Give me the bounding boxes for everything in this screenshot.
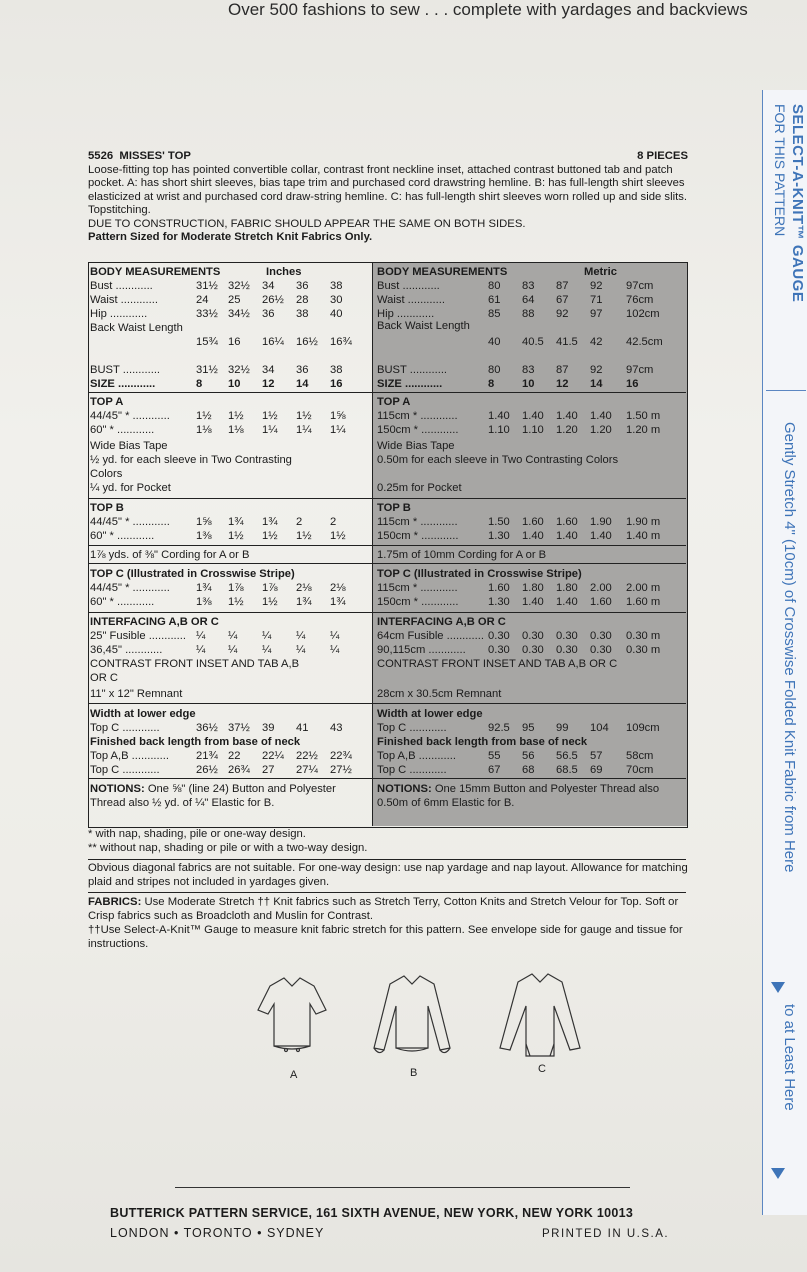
table-row-line <box>88 612 686 613</box>
row-label: 0.25m for Pocket <box>377 482 462 494</box>
row-value: 88 <box>522 308 535 320</box>
row-value: 27 <box>262 764 275 776</box>
row-value: 1.40 <box>590 410 612 422</box>
row-value: 0.30 m <box>626 644 661 656</box>
row-value: 1.60 <box>556 516 578 528</box>
row-value: ¼ <box>296 644 306 656</box>
note-diagonal: Obvious diagonal fabrics are not suitable. For one-way design: use nap yardage and nap layout. Allowance for matching plaid and stripes not included in yardages given. <box>88 862 688 888</box>
row-value: 1.60 <box>590 596 612 608</box>
row-value: 26½ <box>196 764 218 776</box>
row-value: 36 <box>262 308 275 320</box>
row-label: 1.75m of 10mm Cording for A or B <box>377 549 547 561</box>
row-value: 92 <box>590 280 603 292</box>
row-value: 83 <box>522 364 535 376</box>
sketch-view-c <box>500 974 580 1056</box>
row-label: 25" Fusible ............ <box>90 630 186 642</box>
notes-divider <box>88 892 686 893</box>
row-value: 1¾ <box>262 516 278 528</box>
row-label: 150cm * ............ <box>377 596 459 608</box>
row-value: 2 <box>296 516 303 528</box>
row-value: 80 <box>488 364 501 376</box>
row-value: 1¾ <box>196 582 212 594</box>
row-value: 67 <box>556 294 569 306</box>
row-value: 16¼ <box>262 336 284 348</box>
section-title: TOP C (Illustrated in Crosswise Stripe) <box>90 568 295 580</box>
row-value: 1.60 <box>522 516 544 528</box>
row-value: 0.30 <box>556 630 578 642</box>
row-value: 1⅜ <box>196 596 212 608</box>
row-value: 28 <box>296 294 309 306</box>
section-title: Finished back length from base of neck <box>377 736 588 748</box>
table-row-line <box>88 545 686 546</box>
row-value: 16 <box>228 336 241 348</box>
row-value: 42.5cm <box>626 336 663 348</box>
row-value: 0.30 m <box>626 630 661 642</box>
section-title: TOP C (Illustrated in Crosswise Stripe) <box>377 568 582 580</box>
row-value: 37½ <box>228 722 250 734</box>
unit-label: Inches <box>266 266 302 278</box>
row-value: 16 <box>330 378 343 390</box>
row-value: 27¼ <box>296 764 318 776</box>
row-value: 26½ <box>262 294 284 306</box>
row-value: 1.40 m <box>626 530 661 542</box>
row-value: 1.20 m <box>626 424 661 436</box>
note-no-nap: ** without nap, shading or pile or with a two-way design. <box>88 842 368 854</box>
row-value: 97 <box>590 308 603 320</box>
row-value: 1⅛ <box>196 424 212 436</box>
row-label: CONTRAST FRONT INSET AND TAB A,B <box>90 658 300 670</box>
row-value: 1¾ <box>296 596 312 608</box>
row-value: 21¾ <box>196 750 218 762</box>
pieces-count: 8 PIECES <box>637 150 688 162</box>
row-label: 0.50m for each sleeve in Two Contrasting Colors <box>377 454 619 466</box>
row-label: 115cm * ............ <box>377 410 458 422</box>
row-value: 38 <box>296 308 309 320</box>
view-sketches <box>240 968 590 1088</box>
section-title: BODY MEASUREMENTS <box>377 266 508 278</box>
row-value: 0.30 <box>556 644 578 656</box>
row-value: 1⅝ <box>196 516 212 528</box>
section-title: INTERFACING A,B OR C <box>377 616 506 628</box>
row-value: 1.40 <box>556 596 578 608</box>
row-value: 57 <box>590 750 603 762</box>
row-value: 1.60 m <box>626 596 661 608</box>
row-value: ¼ <box>330 644 340 656</box>
footer-rule <box>175 1187 630 1188</box>
row-value: 97cm <box>626 364 654 376</box>
row-value: 32½ <box>228 364 250 376</box>
row-label: Top C ............ <box>90 764 160 776</box>
row-value: 1½ <box>262 596 278 608</box>
gauge-instruction-2: to at Least Here <box>781 1004 798 1111</box>
sized-note: Pattern Sized for Moderate Stretch Knit Fabrics Only. <box>88 231 373 243</box>
pattern-description <box>88 150 688 245</box>
pattern-desc: Loose-fitting top has pointed convertible collar, contrast front neckline inset, attached contrast buttoned tab and patch pocket. A: has short shirt sleeves, bias tape trim and purchased cord drawstring hemline. B: has full-length shirt sleeves elasticized at wrist and purchased cord draw-string hemline. C: has full-length shirt sleeves worn rolled up and side slits. Topstitching. <box>88 163 688 216</box>
row-value: 0.30 <box>522 644 544 656</box>
row-value: 2.00 <box>590 582 612 594</box>
row-value: 16¾ <box>330 336 352 348</box>
row-label: BUST ............ <box>90 364 161 376</box>
row-value: 97cm <box>626 280 654 292</box>
notions-label: NOTIONS: <box>377 783 432 795</box>
row-label: SIZE ............ <box>377 378 443 390</box>
row-value: 1½ <box>330 530 346 542</box>
row-value: 61 <box>488 294 501 306</box>
row-label: 90,115cm ............ <box>377 644 466 656</box>
row-label: CONTRAST FRONT INSET AND TAB A,B OR C <box>377 658 618 670</box>
row-value: ¼ <box>262 630 272 642</box>
row-value: 55 <box>488 750 501 762</box>
row-label: Top C ............ <box>90 722 160 734</box>
row-label: Wide Bias Tape <box>377 440 455 452</box>
note-fabrics <box>88 896 688 923</box>
row-value: 0.30 <box>590 644 612 656</box>
row-value: 76cm <box>626 294 654 306</box>
row-label: Waist ............ <box>377 294 445 306</box>
row-label: 150cm * ............ <box>377 530 459 542</box>
row-value: 1.30 <box>488 596 510 608</box>
row-value: 10 <box>522 378 535 390</box>
row-value: 14 <box>296 378 309 390</box>
row-value: ¼ <box>330 630 340 642</box>
row-label: 1⅞ yds. of ⅜" Cording for A or B <box>90 549 250 561</box>
row-value: 56 <box>522 750 535 762</box>
printed-in: PRINTED IN U.S.A. <box>542 1228 670 1240</box>
row-value: 1½ <box>296 410 312 422</box>
row-label: Waist ............ <box>90 294 158 306</box>
row-value: 22¾ <box>330 750 352 762</box>
row-value: 0.30 <box>488 630 510 642</box>
row-value: 1.40 <box>488 410 510 422</box>
row-label: Colors <box>90 468 123 480</box>
view-label-b: B <box>410 1067 418 1079</box>
row-value: 27½ <box>330 764 352 776</box>
section-title: TOP B <box>377 502 411 514</box>
section-title: TOP A <box>377 396 411 408</box>
row-value: 14 <box>590 378 603 390</box>
row-value: 1.20 <box>590 424 612 436</box>
row-value: ¼ <box>196 644 206 656</box>
notions-inches <box>90 782 370 810</box>
row-value: 80 <box>488 280 501 292</box>
row-label: Back Waist Length <box>377 320 470 332</box>
row-label: Hip ............ <box>90 308 148 320</box>
row-value: 1¼ <box>262 424 278 436</box>
row-value: ¼ <box>296 630 306 642</box>
table-row-line <box>88 778 686 779</box>
arrow-down-icon <box>771 982 785 993</box>
row-value: 36 <box>296 280 309 292</box>
view-label-a: A <box>290 1069 298 1081</box>
row-value: 1¼ <box>330 424 346 436</box>
fabrics-text: Use Moderate Stretch †† Knit fabrics such as Stretch Terry, Cotton Knits and Stretch Velour for Top. Soft or Crisp fabrics such as Broadcloth and Muslin for Contrast. <box>88 896 679 922</box>
row-value: 1.40 <box>556 530 578 542</box>
section-title: TOP B <box>90 502 124 514</box>
row-value: 2⅛ <box>330 582 346 594</box>
row-value: 12 <box>556 378 569 390</box>
row-value: 2 <box>330 516 337 528</box>
row-value: 32½ <box>228 280 250 292</box>
row-label: 44/45" * ............ <box>90 410 170 422</box>
row-value: ¼ <box>228 644 238 656</box>
row-label: Bust ............ <box>377 280 440 292</box>
notions-text: One 15mm Button and Polyester Thread also 0.50m of 6mm Elastic for B. <box>377 783 660 809</box>
row-label: 44/45" * ............ <box>90 516 170 528</box>
row-value: 24 <box>196 294 209 306</box>
row-label: 44/45" * ............ <box>90 582 170 594</box>
row-value: 109cm <box>626 722 660 734</box>
row-value: 38 <box>330 364 343 376</box>
row-value: 99 <box>556 722 569 734</box>
section-title: INTERFACING A,B OR C <box>90 616 219 628</box>
row-value: 39 <box>262 722 275 734</box>
row-value: 1.40 <box>556 410 578 422</box>
row-label: Wide Bias Tape <box>90 440 168 452</box>
section-title: Finished back length from base of neck <box>90 736 301 748</box>
section-title: Width at lower edge <box>90 708 196 720</box>
row-value: 1½ <box>262 410 278 422</box>
row-value: 1.40 <box>590 530 612 542</box>
row-value: 26¾ <box>228 764 250 776</box>
row-label: Top C ............ <box>377 722 447 734</box>
row-value: 8 <box>196 378 203 390</box>
row-value: 12 <box>262 378 275 390</box>
gauge-brand: SELECT-A-KNIT™ GAUGE <box>789 104 806 303</box>
top-banner: Over 500 fashions to sew . . . complete with yardages and backviews <box>228 0 748 19</box>
row-value: 70cm <box>626 764 654 776</box>
row-value: 1.50 <box>488 516 510 528</box>
row-value: 40 <box>488 336 501 348</box>
row-value: 1.20 <box>556 424 578 436</box>
row-value: 15¾ <box>196 336 218 348</box>
note-nap: * with nap, shading, pile or one-way design. <box>88 828 306 840</box>
row-value: 1.30 <box>488 530 510 542</box>
row-value: 34 <box>262 364 275 376</box>
row-value: 83 <box>522 280 535 292</box>
row-value: 41.5 <box>556 336 578 348</box>
notes-divider <box>88 859 686 860</box>
row-value: 1½ <box>196 410 212 422</box>
row-value: 0.30 <box>488 644 510 656</box>
row-label: 11" x 12" Remnant <box>90 688 183 700</box>
row-label: 115cm * ............ <box>377 582 458 594</box>
row-value: 1¼ <box>296 424 312 436</box>
row-value: 1½ <box>228 596 244 608</box>
row-value: 56.5 <box>556 750 578 762</box>
row-value: 34½ <box>228 308 250 320</box>
row-value: 25 <box>228 294 241 306</box>
row-value: 1⅞ <box>262 582 278 594</box>
row-value: 71 <box>590 294 603 306</box>
row-label: 28cm x 30.5cm Remnant <box>377 688 502 700</box>
row-value: 67 <box>488 764 501 776</box>
table-divider <box>372 262 373 826</box>
row-value: 64 <box>522 294 535 306</box>
row-value: 1.60 <box>488 582 510 594</box>
row-value: 31½ <box>196 280 218 292</box>
row-label: 60" * ............ <box>90 596 155 608</box>
row-value: 1.40 <box>522 530 544 542</box>
row-value: 1.40 <box>522 410 544 422</box>
row-value: 0.30 <box>522 630 544 642</box>
row-value: 31½ <box>196 364 218 376</box>
row-value: 1¾ <box>228 516 244 528</box>
unit-label: Metric <box>584 266 617 278</box>
table-row-line <box>88 563 686 564</box>
row-value: 104 <box>590 722 609 734</box>
row-value: 68.5 <box>556 764 578 776</box>
table-row-line <box>88 392 686 393</box>
row-value: 22½ <box>296 750 318 762</box>
row-value: 36½ <box>196 722 218 734</box>
row-value: 1½ <box>262 530 278 542</box>
row-value: 16½ <box>296 336 318 348</box>
row-value: 1⅛ <box>228 424 244 436</box>
row-label: Top A,B ............ <box>90 750 169 762</box>
view-label-c: C <box>538 1063 546 1075</box>
pattern-title: MISSES' TOP <box>119 150 191 162</box>
row-value: 38 <box>330 280 343 292</box>
row-value: 1.90 <box>590 516 612 528</box>
row-value: 85 <box>488 308 501 320</box>
row-value: 1.10 <box>488 424 510 436</box>
row-label: SIZE ............ <box>90 378 156 390</box>
row-value: 1½ <box>228 530 244 542</box>
row-value: 92.5 <box>488 722 510 734</box>
row-value: 1.50 m <box>626 410 661 422</box>
row-value: 68 <box>522 764 535 776</box>
row-value: 43 <box>330 722 343 734</box>
row-value: 2.00 m <box>626 582 661 594</box>
section-title: BODY MEASUREMENTS <box>90 266 221 278</box>
row-value: 16 <box>626 378 639 390</box>
row-value: 33½ <box>196 308 218 320</box>
row-label: ¼ yd. for Pocket <box>90 482 171 494</box>
row-label: Top A,B ............ <box>377 750 456 762</box>
row-value: 2⅛ <box>296 582 312 594</box>
row-value: 30 <box>330 294 343 306</box>
row-value: 1½ <box>296 530 312 542</box>
notions-metric <box>377 782 682 810</box>
row-value: 69 <box>590 764 603 776</box>
table-row-line <box>88 498 686 499</box>
row-value: 1.80 <box>522 582 544 594</box>
row-value: 1.40 <box>522 596 544 608</box>
footer-address: BUTTERICK PATTERN SERVICE, 161 SIXTH AVENUE, NEW YORK, NEW YORK 10013 <box>110 1206 634 1220</box>
row-label: Back Waist Length <box>90 322 183 334</box>
row-label: Bust ............ <box>90 280 153 292</box>
row-value: 92 <box>556 308 569 320</box>
row-value: 1.10 <box>522 424 544 436</box>
sketch-view-b <box>374 976 450 1053</box>
fabrics-label: FABRICS: <box>88 896 142 908</box>
pattern-number: 5526 <box>88 150 114 162</box>
row-label: 36,45" ............ <box>90 644 163 656</box>
row-label: 64cm Fusible ............ <box>377 630 484 642</box>
row-label: 115cm * ............ <box>377 516 458 528</box>
row-value: 92 <box>590 364 603 376</box>
row-value: 87 <box>556 280 569 292</box>
row-value: 8 <box>488 378 495 390</box>
row-value: 58cm <box>626 750 654 762</box>
row-value: 1½ <box>228 410 244 422</box>
row-value: 22 <box>228 750 241 762</box>
gauge-brand-sub: FOR THIS PATTERN <box>772 104 788 237</box>
notions-label: NOTIONS: <box>90 783 145 795</box>
row-value: 1⅜ <box>196 530 212 542</box>
section-title: TOP A <box>90 396 124 408</box>
footer-cities: LONDON • TORONTO • SYDNEY <box>110 1226 325 1240</box>
row-value: 42 <box>590 336 603 348</box>
row-value: 41 <box>296 722 309 734</box>
row-value: 40 <box>330 308 343 320</box>
row-value: 10 <box>228 378 241 390</box>
table-row-line <box>88 703 686 704</box>
row-value: 1¾ <box>330 596 346 608</box>
row-label: Hip ............ <box>377 308 435 320</box>
row-value: 0.30 <box>590 630 612 642</box>
notions-text: One ⅝" (line 24) Button and Polyester Thread also ½ yd. of ¼" Elastic for B. <box>90 783 336 809</box>
arrow-down-icon <box>771 1168 785 1179</box>
row-label: BUST ............ <box>377 364 448 376</box>
row-value: ¼ <box>196 630 206 642</box>
row-label: ½ yd. for each sleeve in Two Contrasting <box>90 454 292 466</box>
row-value: 102cm <box>626 308 660 320</box>
sketch-view-a <box>258 978 326 1052</box>
row-value: 1⅝ <box>330 410 346 422</box>
row-value: ¼ <box>262 644 272 656</box>
row-value: 1.80 <box>556 582 578 594</box>
section-title: Width at lower edge <box>377 708 483 720</box>
note-gauge: ††Use Select-A-Knit™ Gauge to measure knit fabric stretch for this pattern. See envelope side for gauge and tissue for instructions. <box>88 924 683 950</box>
row-value: 1.90 m <box>626 516 661 528</box>
row-label: 60" * ............ <box>90 530 155 542</box>
row-value: 1⅞ <box>228 582 244 594</box>
row-value: 40.5 <box>522 336 544 348</box>
row-value: 22¼ <box>262 750 284 762</box>
row-value: 34 <box>262 280 275 292</box>
row-label: OR C <box>90 672 118 684</box>
fabric-warning: DUE TO CONSTRUCTION, FABRIC SHOULD APPEAR THE SAME ON BOTH SIDES. <box>88 217 526 230</box>
row-label: 150cm * ............ <box>377 424 459 436</box>
gauge-instruction: Gently Stretch 4" (10cm) of Crosswise Folded Knit Fabric from Here <box>781 422 798 873</box>
row-label: Top C ............ <box>377 764 447 776</box>
row-value: ¼ <box>228 630 238 642</box>
row-value: 95 <box>522 722 535 734</box>
row-value: 36 <box>296 364 309 376</box>
row-label: 60" * ............ <box>90 424 155 436</box>
row-value: 87 <box>556 364 569 376</box>
